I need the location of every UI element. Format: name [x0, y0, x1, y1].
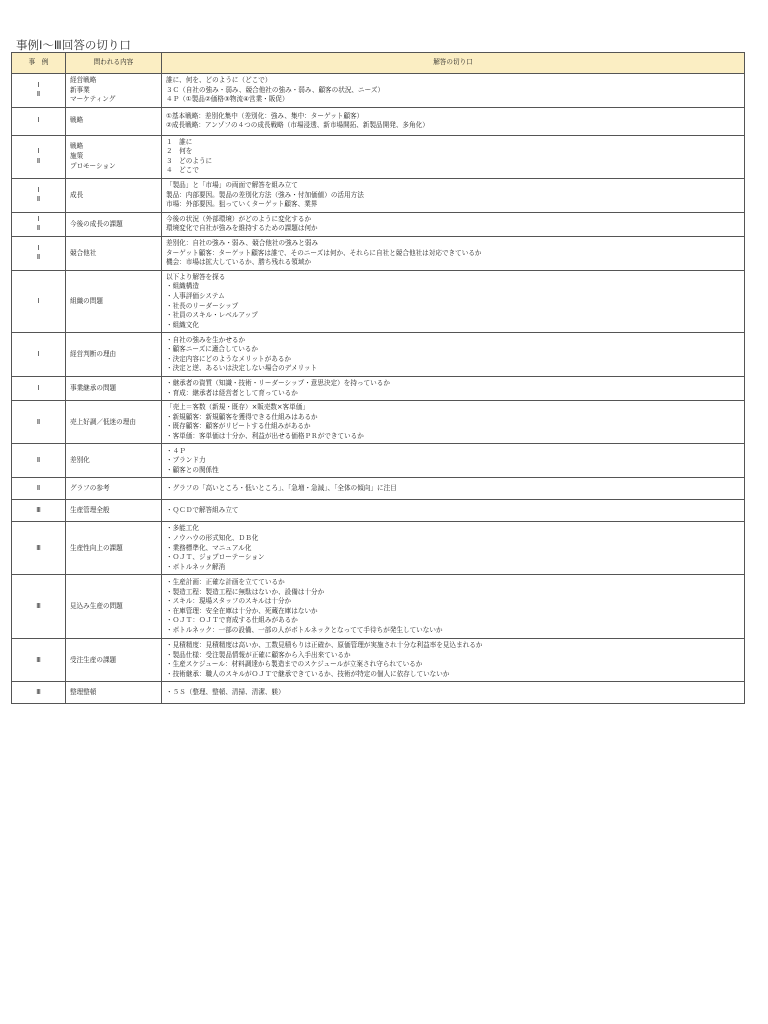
cell-line: Ⅱ [36, 456, 41, 465]
cell-line: 施策 [70, 151, 84, 160]
cell-line: ・社長のリーダーシップ [166, 301, 239, 310]
row-question-cell [66, 236, 162, 270]
cell-line: ３ どのように [166, 156, 213, 165]
table-row [12, 500, 745, 522]
row-answer-cell [162, 178, 745, 212]
cell-line: ・グラフの「高いところ・低いところ」、「急増・急減」、「全体の傾向」に注目 [166, 484, 397, 493]
cell-line: 経営戦略 [70, 76, 97, 84]
cell-line: ・スキル：現場スタッフのスキルは十分か [166, 597, 292, 606]
cell-line: ・決定内容にどのようなメリットがあるか [166, 354, 292, 363]
cell-line: マーケティング [70, 95, 116, 104]
table-row [12, 639, 745, 682]
cell-line: Ⅰ [37, 80, 40, 89]
row-case-cell [12, 500, 66, 522]
cell-line: ・組織構造 [166, 282, 199, 291]
row-case-cell [12, 270, 66, 332]
cell-line: 「製品」と「市場」の両面で解答を組み立て [166, 181, 298, 189]
cell-line: 「売上＝客数（新規・既存）×販売数×客単価」 [166, 403, 309, 412]
row-answer-cell [162, 682, 745, 704]
cell-line: 成長 [70, 190, 84, 199]
cell-line: 今後の状況（外部環境）がどのように変化するか [166, 214, 312, 223]
row-case-cell [12, 178, 66, 212]
cell-line: ４ どこで [166, 166, 199, 175]
cell-line: Ⅰ [37, 185, 40, 194]
table-row [12, 212, 745, 236]
cell-line: ・ＯＪＴ：ＯＪＴで育成する仕組みがあるか [166, 616, 298, 625]
cell-line: 新事業 [70, 85, 90, 94]
cell-line: グラフの参考 [70, 484, 110, 493]
row-case-cell [12, 639, 66, 682]
cell-line: Ⅰ [37, 383, 40, 392]
row-case-cell [12, 522, 66, 575]
cell-line: Ⅲ [36, 543, 41, 552]
cell-line: ・ブランド力 [166, 456, 206, 465]
row-case-cell [12, 212, 66, 236]
cell-line: 差別化：自社の強み・弱み、競合他社の強みと弱み [166, 239, 319, 248]
cell-line: 受注生産の課題 [70, 655, 117, 664]
row-case-cell [12, 575, 66, 639]
row-answer-cell [162, 270, 745, 332]
cell-line: Ⅰ [37, 296, 40, 305]
cell-line: ・自社の強みを生かせるか [166, 335, 246, 344]
row-answer-cell [162, 74, 745, 108]
cell-line: ・顧客との関係性 [166, 465, 219, 474]
row-answer-cell [162, 639, 745, 682]
table-row [12, 682, 745, 704]
table-row [12, 135, 745, 178]
cell-line: 以下より解答を探る [166, 272, 226, 281]
row-answer-cell [162, 444, 745, 478]
row-answer-cell [162, 575, 745, 639]
row-question-cell [66, 333, 162, 377]
cell-line: ターゲット顧客：ターゲット顧客は誰で、そのニーズは何か、それらに自社と競合他社は対応できているか [166, 248, 482, 257]
cell-line: ・業務標準化、マニュアル化 [166, 543, 252, 552]
cell-line: 生産性向上の課題 [70, 543, 123, 552]
cell-line: ・継承者の資質（知識・技術・リーダーシップ・意思決定）を持っているか [166, 379, 390, 388]
cell-line: ・見積精度：見積精度は高いか、工数見積もりは正確か、原価管理が実施され十分な利益率を見込まれるか [166, 641, 483, 650]
cell-line: Ⅱ [36, 195, 41, 204]
cell-line: ４Ｐ（①製品②価格③物流④営業・販促） [166, 95, 289, 104]
cell-line: ・在庫管理：安全在庫は十分か、死蔵在庫はないか [166, 606, 318, 615]
cell-line: Ⅱ [36, 90, 41, 99]
row-question-cell [66, 212, 162, 236]
row-answer-cell [162, 377, 745, 401]
cell-line: ・人事評価システム [166, 292, 225, 301]
cell-line: 戦略 [70, 116, 84, 125]
row-answer-cell [162, 478, 745, 500]
table-row [12, 333, 745, 377]
table-row [12, 178, 745, 212]
row-question-cell [66, 682, 162, 704]
row-answer-cell [162, 135, 745, 178]
cell-line: ・技術継承：職人のスキルがＯＪＴで継承できているか、技術が特定の個人に依存していないか [166, 669, 450, 678]
row-question-cell [66, 270, 162, 332]
header-answer: 解答の切り口 [162, 53, 745, 74]
cell-line: 誰に、何を、どのように（どこで） [166, 76, 272, 84]
header-case: 事 例 [12, 53, 66, 74]
row-answer-cell [162, 236, 745, 270]
row-answer-cell [162, 333, 745, 377]
row-question-cell [66, 178, 162, 212]
cell-line: 差別化 [70, 456, 90, 465]
cell-line: ・顧客ニーズに適合しているか [166, 345, 258, 354]
cell-line: Ⅱ [36, 484, 41, 493]
cell-line: ・育成：継承者は経営者として育っているか [166, 388, 298, 397]
cell-line: 事業継承の問題 [70, 383, 117, 392]
table-body [12, 74, 745, 704]
row-question-cell [66, 377, 162, 401]
cell-line: Ⅲ [36, 655, 41, 664]
cell-line: Ⅱ [36, 156, 41, 165]
cell-line: 環境変化で自社が強みを維持するための課題は何か [166, 224, 318, 233]
cell-line: プロモーション [70, 161, 116, 170]
cell-line: ・組織文化 [166, 320, 199, 329]
cell-line: 製品：内部要因。製品の差別化方法（強み・付加価値）の活用方法 [166, 190, 364, 199]
table-row [12, 478, 745, 500]
row-case-cell [12, 377, 66, 401]
row-question-cell [66, 135, 162, 178]
cell-line: ３Ｃ（自社の強み・弱み、競合他社の強み・弱み、顧客の状況、ニーズ） [166, 85, 385, 94]
row-answer-cell [162, 107, 745, 135]
cell-line: ・ＱＣＤで解答組み立て [166, 506, 239, 515]
cell-line: ・５Ｓ（整理、整頓、清掃、清潔、躾） [166, 688, 285, 697]
cell-line: ・製造工程：製造工程に無駄はないか、設備は十分か [166, 587, 325, 596]
row-case-cell [12, 107, 66, 135]
cell-line: 生産管理全般 [70, 506, 110, 515]
cell-line: 戦略 [70, 142, 84, 151]
cutting-points-table [11, 52, 745, 704]
cell-line: Ⅱ [36, 224, 41, 233]
cell-line: ・社員のスキル・レベルアップ [166, 311, 258, 320]
row-question-cell [66, 107, 162, 135]
cell-line: Ⅰ [37, 214, 40, 223]
cell-line: 競合他社 [70, 248, 97, 257]
cell-line: ①基本戦略：差別化集中（差別化：強み、集中：ターゲット顧客） [166, 111, 364, 120]
row-question-cell [66, 74, 162, 108]
cell-line: ・ＯＪＴ、ジョブローテーション [166, 553, 265, 562]
cell-line: ・客単価：客単価は十分か、利益が出せる価格ＰＲができているか [166, 431, 364, 440]
cell-line: ・製品仕様：受注製品情報が正確に顧客から入手出来ているか [166, 650, 351, 659]
cell-line: ・生産計画：正確な計画を立てているか [166, 578, 285, 587]
row-question-cell [66, 575, 162, 639]
cell-line: Ⅰ [37, 243, 40, 252]
cell-line: ・決定と逆、あるいは決定しない場合のデメリット [166, 364, 318, 373]
cell-line: ・新規顧客：新規顧客を獲得できる仕組みはあるか [166, 412, 318, 421]
cell-line: ・生産スケジュール：材料調達から製造までのスケジュールが立案され守られているか [166, 660, 423, 669]
cell-line: ②成長戦略：アンゾフの４つの成長戦略（市場浸透、新市場開拓、新製品開発、多角化） [166, 121, 429, 130]
row-answer-cell [162, 522, 745, 575]
row-answer-cell [162, 500, 745, 522]
cell-line: 売上好調／低迷の理由 [70, 417, 136, 426]
cell-line: ・ボトルネック：一部の設備、一部の人がボトルネックとなってて手待ちが発生していないか [166, 625, 443, 634]
row-case-cell [12, 444, 66, 478]
row-case-cell [12, 135, 66, 178]
cell-line: Ⅱ [36, 253, 41, 262]
row-question-cell [66, 639, 162, 682]
cell-line: １ 誰に [166, 137, 193, 146]
cell-line: Ⅰ [37, 147, 40, 156]
page-title: 事例Ⅰ～Ⅲ回答の切り口 [16, 38, 131, 52]
cell-line: 組織の問題 [70, 296, 103, 305]
header-question: 問われる内容 [66, 53, 162, 74]
cell-line: Ⅰ [37, 349, 40, 358]
cell-line: ・ノウハウの形式知化、ＤＢ化 [166, 534, 259, 543]
cell-line: ２ 何を [166, 147, 193, 156]
cell-line: 機会：市場は拡大しているか、勝ち残れる領域か [166, 258, 312, 267]
table-row [12, 270, 745, 332]
cell-line: 見込み生産の問題 [70, 601, 123, 610]
table-row [12, 236, 745, 270]
row-answer-cell [162, 212, 745, 236]
row-question-cell [66, 401, 162, 444]
cell-line: Ⅲ [36, 601, 41, 610]
row-case-cell [12, 682, 66, 704]
row-answer-cell [162, 401, 745, 444]
table-row [12, 575, 745, 639]
cell-line: 市場：外部要因。狙っていくターゲット顧客、業界 [166, 200, 318, 209]
cell-line: 整理整頓 [70, 688, 97, 697]
cell-line: ・多能工化 [166, 524, 199, 533]
table-row [12, 377, 745, 401]
row-question-cell [66, 500, 162, 522]
row-question-cell [66, 522, 162, 575]
cell-line: ・既存顧客：顧客がリピートする仕組みがあるか [166, 422, 311, 431]
row-question-cell [66, 478, 162, 500]
table-row [12, 444, 745, 478]
cell-line: 今後の成長の課題 [70, 219, 123, 228]
table-row [12, 74, 745, 108]
row-case-cell [12, 333, 66, 377]
cell-line: ・ボトルネック解消 [166, 562, 226, 571]
cell-line: Ⅱ [36, 417, 41, 426]
row-case-cell [12, 74, 66, 108]
cell-line: Ⅰ [37, 116, 40, 125]
cell-line: 経営判断の理由 [70, 349, 117, 358]
table-header-row [12, 53, 745, 74]
row-question-cell [66, 444, 162, 478]
row-case-cell [12, 478, 66, 500]
cell-line: Ⅲ [36, 688, 41, 697]
table-row [12, 401, 745, 444]
row-case-cell [12, 236, 66, 270]
table-row [12, 107, 745, 135]
row-case-cell [12, 401, 66, 444]
table-row [12, 522, 745, 575]
cell-line: ・４Ｐ [166, 446, 186, 455]
cell-line: Ⅲ [36, 506, 41, 515]
